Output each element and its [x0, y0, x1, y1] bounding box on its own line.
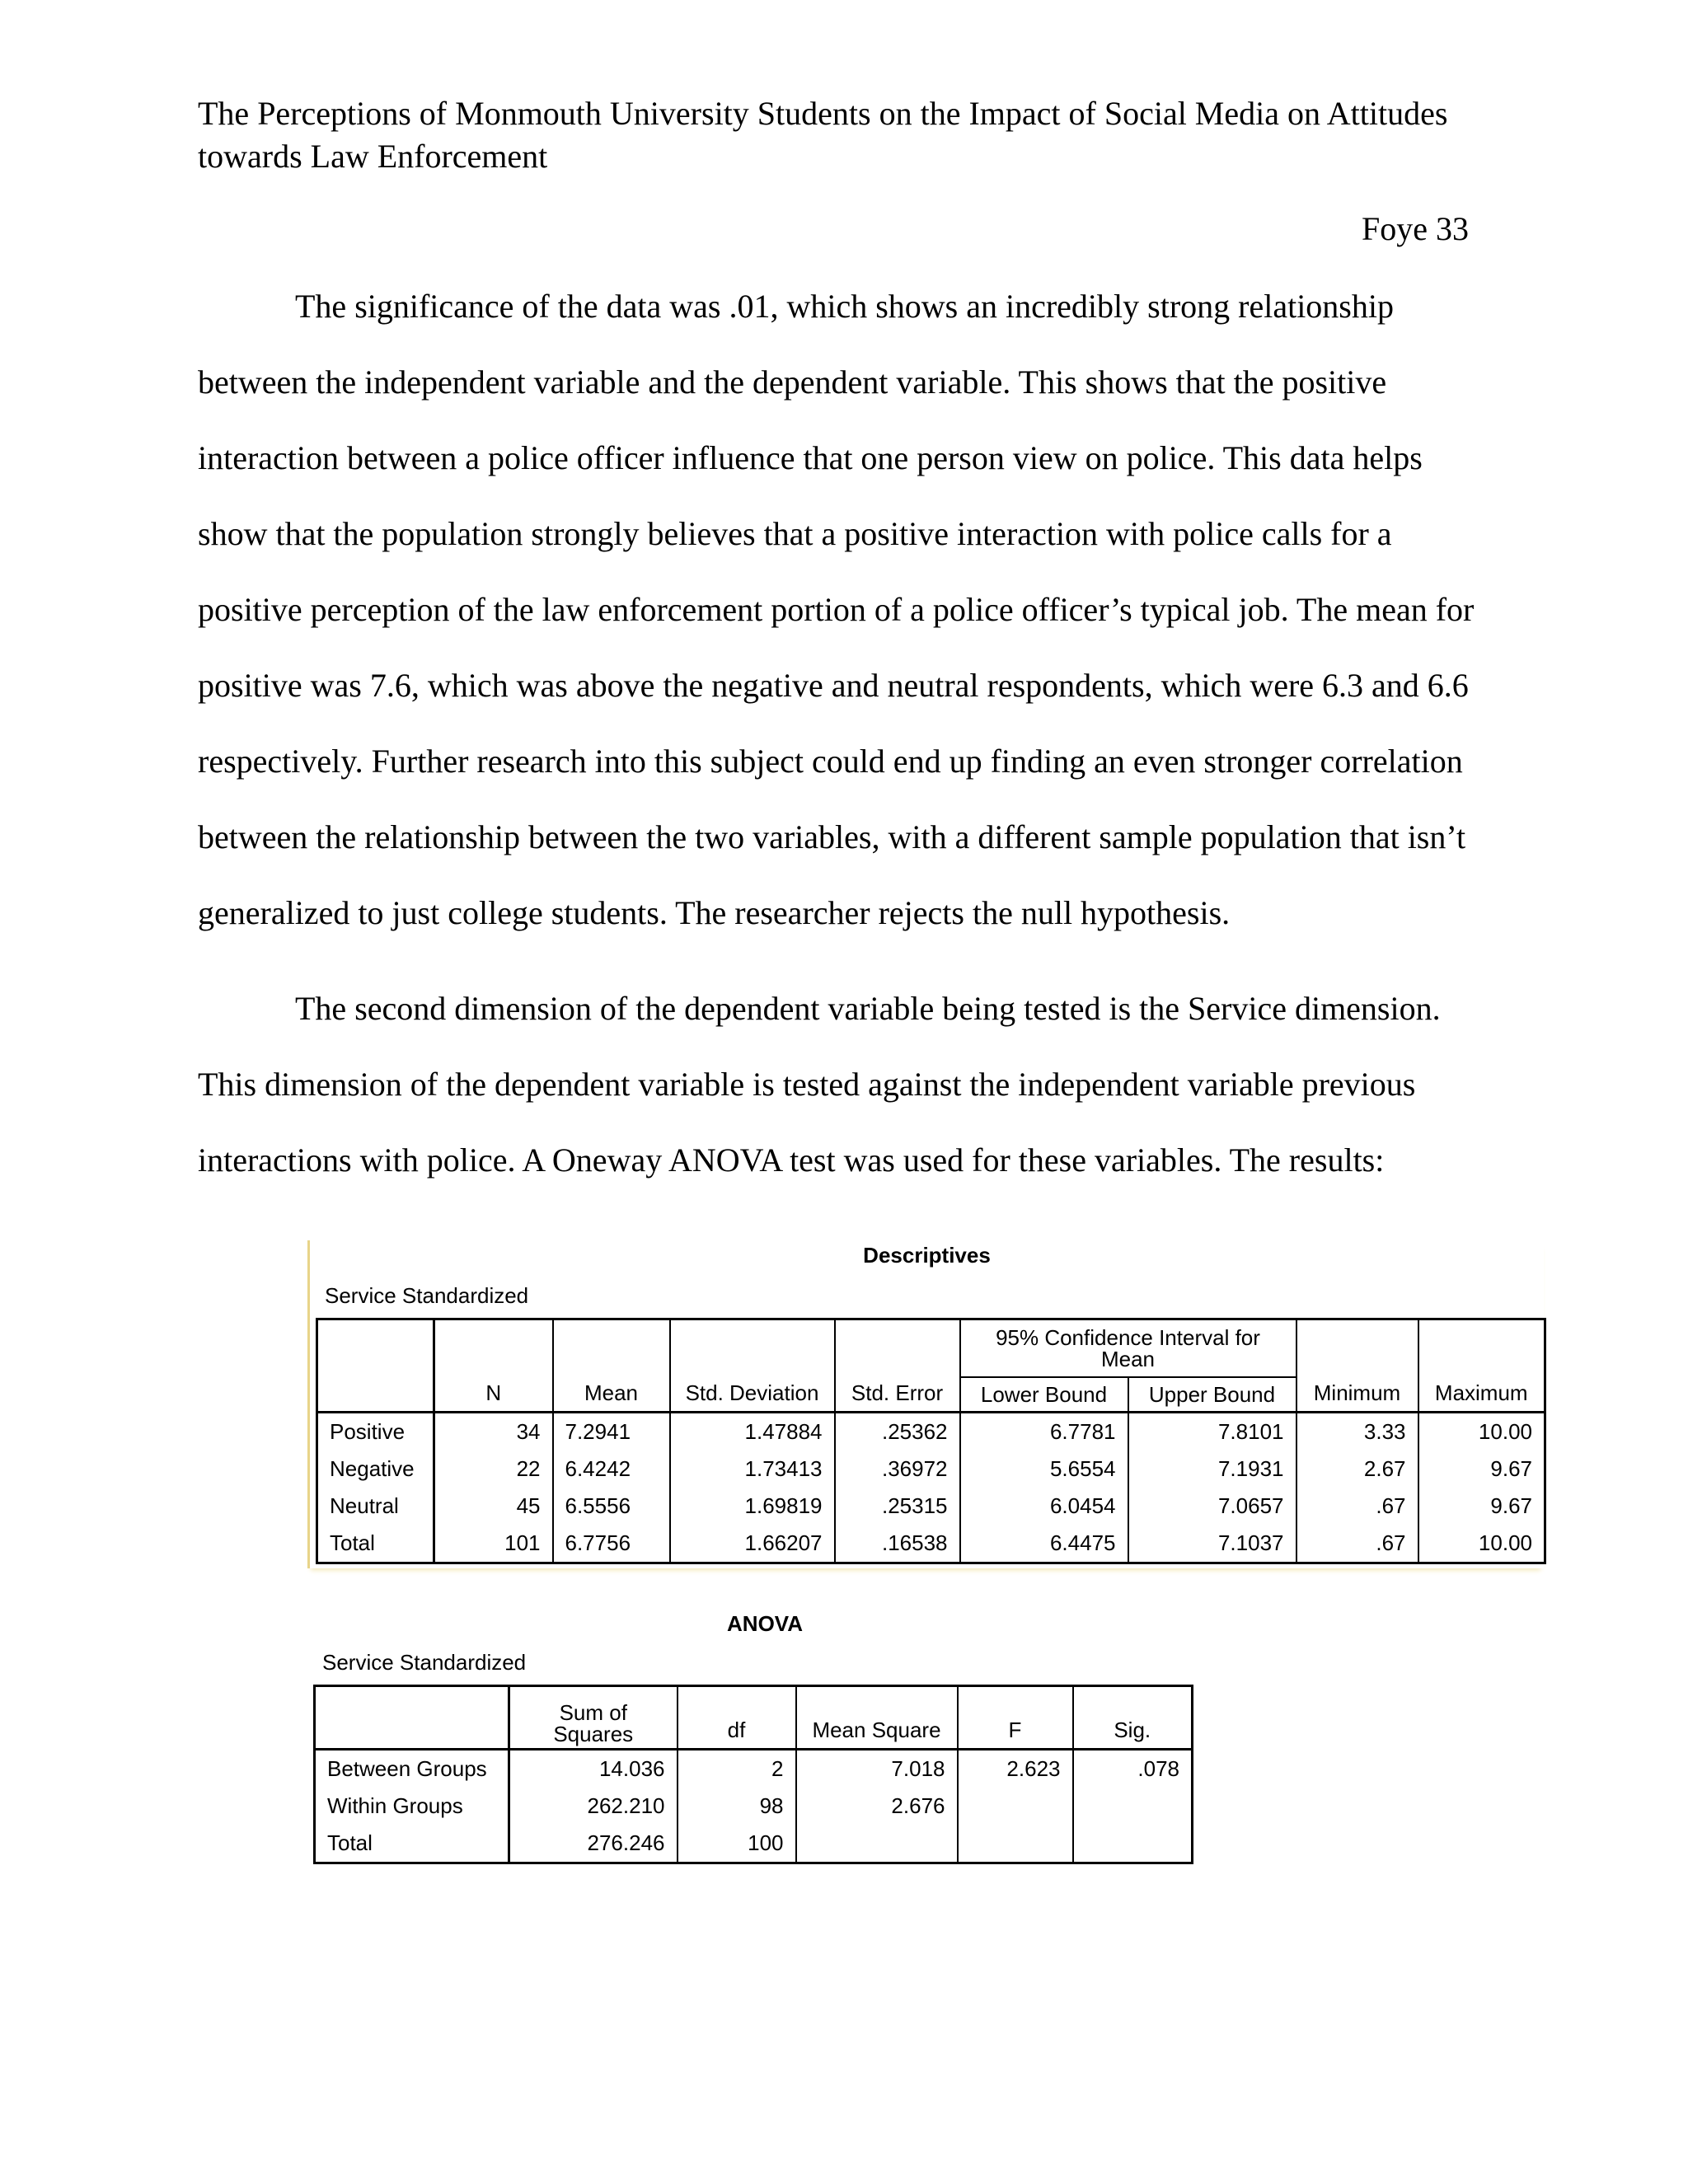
col-header: Maximum	[1418, 1319, 1545, 1413]
anova-header-row	[315, 1686, 1193, 1750]
descriptives-header-row-top	[317, 1319, 1545, 1378]
cell: .36972	[835, 1451, 960, 1488]
cell: 2.67	[1296, 1451, 1418, 1488]
anova-output	[307, 1611, 1206, 1858]
cell	[1073, 1788, 1193, 1825]
cell	[958, 1788, 1073, 1825]
running-header: The Perceptions of Monmouth University Students on the Impact of Social Media on Attitudes towards Law Enforcement	[198, 95, 1448, 175]
cell: 9.67	[1418, 1488, 1545, 1525]
paragraph-significance	[198, 269, 1484, 951]
descriptives-subtitle: Service Standardized	[325, 1283, 529, 1308]
cell: .25315	[835, 1488, 960, 1525]
cell: 45	[434, 1488, 553, 1525]
cell: 9.67	[1418, 1451, 1545, 1488]
cell: 1.47884	[670, 1413, 835, 1451]
cell: 34	[434, 1413, 553, 1451]
descriptives-table	[316, 1318, 1546, 1564]
row-label: Neutral	[317, 1488, 434, 1525]
ci-header: 95% Confidence Interval for Mean	[960, 1319, 1296, 1378]
cell: 7.1931	[1128, 1451, 1296, 1488]
cell: 5.6554	[960, 1451, 1128, 1488]
cell: 2.676	[796, 1788, 958, 1825]
table-row	[317, 1451, 1545, 1488]
anova-subtitle: Service Standardized	[322, 1650, 527, 1675]
anova-title: ANOVA	[727, 1611, 803, 1636]
table-row	[317, 1488, 1545, 1525]
col-header: F	[958, 1686, 1073, 1750]
cell: 7.0657	[1128, 1488, 1296, 1525]
cell: 6.7781	[960, 1413, 1128, 1451]
cell: 100	[678, 1825, 796, 1863]
cell: .078	[1073, 1750, 1193, 1788]
cell: 10.00	[1418, 1525, 1545, 1563]
cell: 6.4242	[553, 1451, 670, 1488]
row-label: Within Groups	[315, 1788, 509, 1825]
cell: 2	[678, 1750, 796, 1788]
anova-table	[313, 1685, 1193, 1864]
row-label: Total	[315, 1825, 509, 1863]
col-header: Minimum	[1296, 1319, 1418, 1413]
cell: 262.210	[509, 1788, 678, 1825]
cell	[1073, 1825, 1193, 1863]
col-header: Std. Error	[835, 1319, 960, 1413]
cell: 7.018	[796, 1750, 958, 1788]
col-header: Upper Bound	[1128, 1377, 1296, 1413]
cell: 6.5556	[553, 1488, 670, 1525]
row-label: Negative	[317, 1451, 434, 1488]
col-header: Std. Deviation	[670, 1319, 835, 1413]
cell: 1.66207	[670, 1525, 835, 1563]
cell: 276.246	[509, 1825, 678, 1863]
cell: 7.1037	[1128, 1525, 1296, 1563]
col-header: Lower Bound	[960, 1377, 1128, 1413]
cell: .67	[1296, 1488, 1418, 1525]
col-header: N	[434, 1319, 553, 1413]
cell: 98	[678, 1788, 796, 1825]
table-row	[317, 1413, 1545, 1451]
cell: 22	[434, 1451, 553, 1488]
cell: 10.00	[1418, 1413, 1545, 1451]
cell: 3.33	[1296, 1413, 1418, 1451]
cell: 101	[434, 1525, 553, 1563]
cell: 7.8101	[1128, 1413, 1296, 1451]
table-row	[315, 1788, 1193, 1825]
cell: 14.036	[509, 1750, 678, 1788]
table-row	[315, 1750, 1193, 1788]
col-header: df	[678, 1686, 796, 1750]
col-header: Sum of Squares	[509, 1686, 678, 1750]
paragraph-text: The significance of the data was .01, which shows an incredibly strong relationship between the independent variable and the dependent variable. This shows that the positive interaction between a police officer influence that one person view on police. This data helps show that the population strongly believes that a positive interaction with police calls for a positive perception of the law enforcement portion of a police officer’s typical job. The mean for positive was 7.6, which was above the negative and neutral respondents, which were 6.3 and 6.6 respectively. Further research into this subject could end up finding an even stronger correlation between the relationship between the two variables, with a different sample population that isn’t generalized to just college students. The researcher rejects the null hypothesis.	[198, 288, 1475, 931]
cell: 1.73413	[670, 1451, 835, 1488]
page-number: Foye 33	[1362, 210, 1469, 247]
descriptives-output	[307, 1240, 1544, 1568]
table-row	[317, 1525, 1545, 1563]
paragraph-text: The second dimension of the dependent variable being tested is the Service dimension. This dimension of the dependent variable is tested against the independent variable previous interactions with police. A Oneway ANOVA test was used for these variables. The results:	[198, 990, 1441, 1179]
cell: 1.69819	[670, 1488, 835, 1525]
cell: 6.0454	[960, 1488, 1128, 1525]
cell	[796, 1825, 958, 1863]
cell: 2.623	[958, 1750, 1073, 1788]
table-row	[315, 1825, 1193, 1863]
cell: .25362	[835, 1413, 960, 1451]
cell: 6.7756	[553, 1525, 670, 1563]
col-header: Mean Square	[796, 1686, 958, 1750]
row-label: Positive	[317, 1413, 434, 1451]
cell: .16538	[835, 1525, 960, 1563]
paragraph-service-dimension	[198, 971, 1484, 1198]
col-header: Sig.	[1073, 1686, 1193, 1750]
row-label: Total	[317, 1525, 434, 1563]
cell: .67	[1296, 1525, 1418, 1563]
corner-cell	[315, 1686, 509, 1750]
corner-cell	[317, 1319, 434, 1413]
col-header: Mean	[553, 1319, 670, 1413]
cell	[958, 1825, 1073, 1863]
row-label: Between Groups	[315, 1750, 509, 1788]
cell: 6.4475	[960, 1525, 1128, 1563]
descriptives-title: Descriptives	[863, 1243, 991, 1268]
cell: 7.2941	[553, 1413, 670, 1451]
